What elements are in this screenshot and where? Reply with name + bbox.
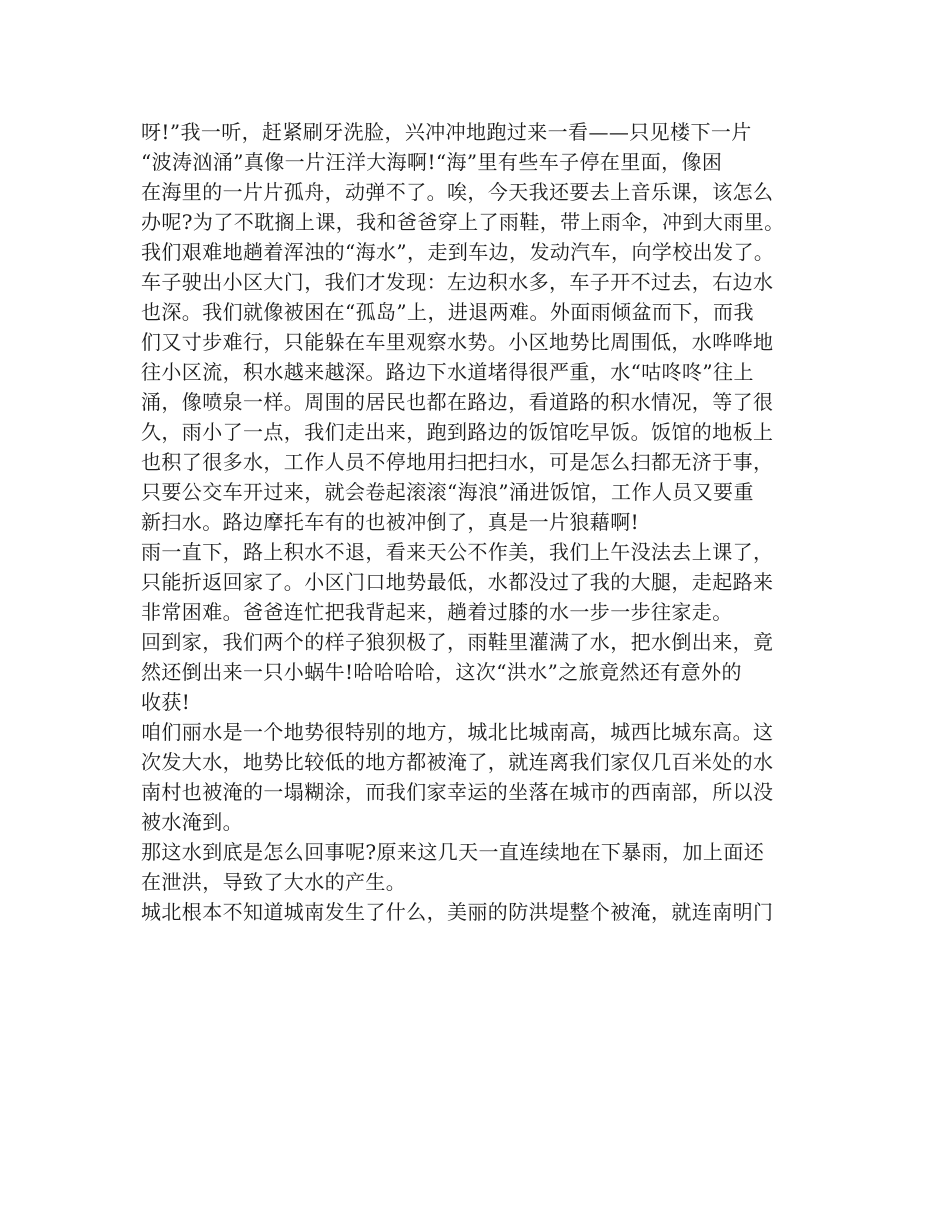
text-line: 在泄洪，导致了大水的产生。: [141, 870, 407, 894]
text-line: 在海里的一片片孤舟，动弹不了。唉，今天我还要去上音乐课，该怎么: [141, 180, 774, 204]
text-line: 久，雨小了一点，我们走出来，跑到路边的饭馆吃早饭。饭馆的地板上: [141, 420, 774, 444]
article-text: [141, 117, 813, 927]
text-line: 次发大水，地势比较低的地方都被淹了，就连离我们家仅几百米处的水: [141, 750, 774, 774]
text-line: 只能折返回家了。小区门口地势最低，水都没过了我的大腿，走起路来: [141, 570, 774, 594]
text-line: 然还倒出来一只小蜗牛!哈哈哈哈，这次“洪水”之旅竟然还有意外的: [141, 660, 742, 684]
text-line: 们又寸步难行，只能躲在车里观察水势。小区地势比周围低，水哗哗地: [141, 330, 774, 354]
text-line: 往小区流，积水越来越深。路边下水道堵得很严重，水“咕咚咚”往上: [141, 360, 754, 384]
text-line: 城北根本不知道城南发生了什么，美丽的防洪堤整个被淹，就连南明门: [141, 900, 774, 924]
text-line: 南村也被淹的一塌糊涂，而我们家幸运的坐落在城市的西南部，所以没: [141, 780, 774, 804]
text-line: 新扫水。路边摩托车有的也被冲倒了，真是一片狼藉啊!: [141, 510, 640, 534]
text-line: 只要公交车开过来，就会卷起滚滚“海浪”涌进饭馆，工作人员又要重: [141, 480, 754, 504]
text-line: 也积了很多水，工作人员不停地用扫把扫水，可是怎么扫都无济于事，: [141, 450, 774, 474]
text-line: 涌，像喷泉一样。周围的居民也都在路边，看道路的积水情况，等了很: [141, 390, 774, 414]
text-line: 被水淹到。: [141, 810, 243, 834]
text-line: 我们艰难地趟着浑浊的“海水”，走到车边，发动汽车，向学校出发了。: [141, 240, 775, 264]
text-line: 回到家，我们两个的样子狼狈极了，雨鞋里灌满了水，把水倒出来，竟: [141, 630, 774, 654]
text-line: 车子驶出小区大门，我们才发现：左边积水多，车子开不过去，右边水: [141, 270, 774, 294]
text-line: 也深。我们就像被困在“孤岛”上，进退两难。外面雨倾盆而下，而我: [141, 300, 754, 324]
text-line: 办呢?为了不耽搁上课，我和爸爸穿上了雨鞋，带上雨伞，冲到大雨里。: [141, 210, 785, 234]
text-line: 咱们丽水是一个地势很特别的地方，城北比城南高，城西比城东高。这: [141, 720, 774, 744]
text-line: 那这水到底是怎么回事呢?原来这几天一直连续地在下暴雨，加上面还: [141, 840, 765, 864]
text-line: 非常困难。爸爸连忙把我背起来，趟着过膝的水一步一步往家走。: [141, 600, 733, 624]
text-line: 收获!: [141, 690, 191, 714]
text-line: 呀!”我一听，赶紧刷牙洗脸，兴冲冲地跑过来一看——只见楼下一片: [141, 120, 752, 144]
text-line: “波涛汹涌”真像一片汪洋大海啊!“海”里有些车子停在里面，像困: [141, 150, 723, 174]
text-line: 雨一直下，路上积水不退，看来天公不作美，我们上午没法去上课了，: [141, 540, 774, 564]
